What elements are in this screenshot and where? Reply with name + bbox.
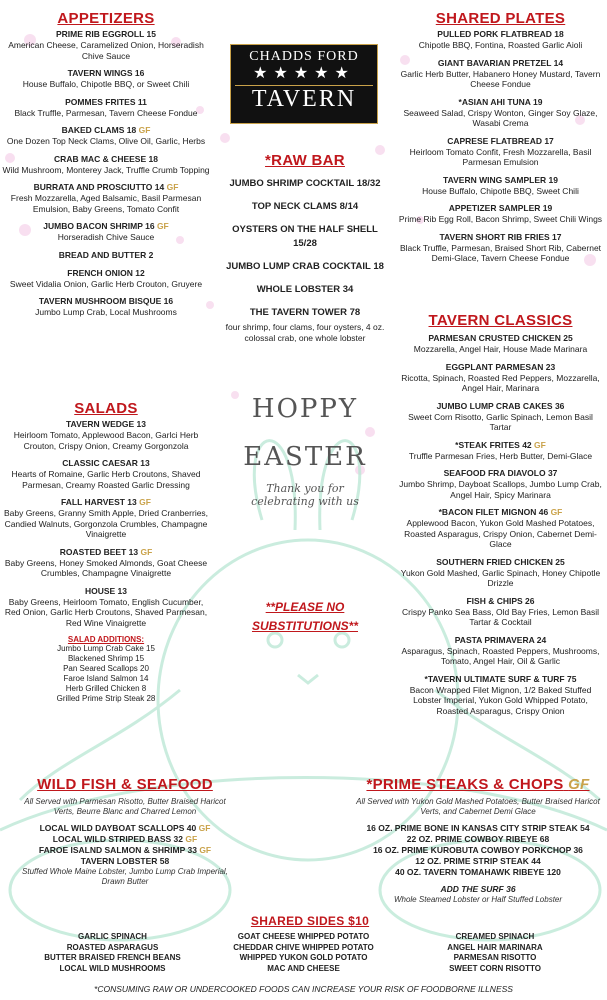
seafood-item	[20, 834, 230, 845]
menu-item-title: TAVERN SHORT RIB FRIES 17	[439, 231, 562, 242]
menu-item-name	[0, 154, 212, 165]
side-dish: WHIPPED YUKON GOLD POTATO	[239, 953, 368, 962]
gf-badge: GF	[198, 823, 211, 833]
easter-line-hoppy: HOPPY	[251, 394, 359, 424]
menu-item	[0, 29, 212, 61]
menu-item	[398, 440, 603, 462]
prime-steaks-title: *PRIME STEAKS & CHOPS	[366, 776, 564, 793]
gf-badge: GF	[140, 546, 153, 557]
prime-steaks-subtitle: All Served with Yukon Gold Mashed Potatoes, Butter Braised Haricot Verts, and Cabernet Demi Glace	[356, 797, 600, 816]
menu-item	[0, 268, 212, 290]
salad-addition: Faroe Island Salmon 14	[63, 674, 149, 683]
shared-plates-heading: SHARED PLATES	[435, 10, 566, 27]
raw-bar-item: WHOLE LOBSTER 34	[256, 284, 354, 295]
logo-top-text: CHADDS FORD	[249, 49, 359, 64]
menu-item-name	[398, 97, 603, 108]
menu-item	[0, 154, 212, 176]
menu-item-description: Wild Mushroom, Monterey Jack, Truffle Crumb Topping	[2, 164, 210, 175]
menu-item-description: Jumbo Lump Crab, Local Mushrooms	[35, 307, 177, 317]
menu-item	[398, 401, 603, 433]
easter-message	[222, 394, 388, 508]
menu-item	[398, 175, 603, 197]
raw-food-disclaimer: *CONSUMING RAW OR UNDERCOOKED FOODS CAN INCREASE YOUR RISK OF FOODBORNE ILLNESS	[94, 984, 513, 994]
menu-item-title: EGGPLANT PARMESAN 23	[445, 361, 556, 372]
sides-center-list	[212, 932, 395, 974]
menu-item	[398, 362, 603, 394]
menu-item-name	[398, 596, 603, 607]
menu-item-name	[398, 401, 603, 412]
menu-item-title: *ASIAN AHI TUNA 19	[458, 96, 543, 107]
menu-item-name	[0, 68, 212, 79]
menu-item-description: Truffle Parmesan Fries, Herb Butter, Demi-Glace	[408, 450, 593, 461]
menu-item	[398, 97, 603, 129]
menu-item-title: *BACON FILET MIGNON 46	[438, 507, 549, 517]
menu-item-description: Heirloom Tomato, Applewood Bacon, Garlci Herb Crouton, Crispy Onion, Creamy Gorgonzola	[13, 430, 199, 451]
menu-item-description: Baby Greens, Honey Smoked Almonds, Goat Cheese Crumbles, Champagne Vinaigrette	[4, 557, 208, 578]
steak-item: 16 OZ. PRIME KUROBUTA COWBOY PORKCHOP 36	[373, 845, 583, 855]
gf-badge: GF	[156, 221, 169, 231]
menu-item	[398, 507, 603, 550]
menu-item-name	[0, 458, 212, 469]
menu-item-title: CAPRESE FLATBREAD 17	[447, 135, 554, 146]
salads-heading: SALADS	[74, 400, 138, 417]
menu-item-description: Sweet Corn Risotto, Garlic Spinach, Lemon Basil Tartar	[408, 411, 593, 432]
gf-badge: GF	[139, 497, 151, 507]
seafood-item	[20, 856, 230, 867]
no-substitutions-notice: **PLEASE NO SUBSTITUTIONS**	[251, 600, 358, 633]
salads-section	[0, 400, 212, 704]
menu-item-name	[398, 674, 603, 685]
shared-plates-section	[398, 10, 603, 271]
steak-item: 12 OZ. PRIME STRIP STEAK 44	[415, 856, 541, 866]
shared-sides-heading-wrap	[230, 914, 390, 928]
menu-item-title: JUMBO BACON SHRIMP 16	[43, 221, 155, 231]
raw-bar-item: OYSTERS ON THE HALF SHELL 15/28	[232, 224, 378, 249]
side-dish: ROASTED ASPARAGUS	[66, 942, 159, 952]
menu-item	[398, 557, 603, 589]
gf-badge: GF	[138, 125, 151, 135]
menu-item	[0, 221, 212, 243]
menu-item-name	[398, 58, 603, 69]
menu-item-name	[398, 468, 603, 479]
sides-left-list	[20, 932, 205, 974]
menu-item-name	[398, 232, 603, 243]
gf-badge: GF	[568, 776, 590, 793]
tavern-tower-description: four shrimp, four clams, four oysters, 4 oz. colossal crab, one whole lobster	[225, 322, 385, 343]
menu-item-name	[0, 29, 212, 40]
tavern-logo	[230, 44, 378, 124]
menu-item-description: Seaweed Salad, Crispy Wonton, Ginger Soy Glaze, Wasabi Crema	[403, 107, 598, 128]
side-dish: CREAMED SPINACH	[455, 932, 535, 941]
menu-item-description: Garlic Herb Butter, Habanero Honey Mustard, Tavern Cheese Fondue	[400, 68, 601, 89]
menu-item	[0, 97, 212, 119]
menu-item-name	[398, 136, 603, 147]
menu-item-description: Hearts of Romaine, Garlic Herb Croutons, Shaved Parmesan, Creamy Roasted Garlic Dressing	[11, 469, 201, 490]
raw-bar-heading: *RAW BAR	[265, 152, 345, 169]
easter-line-easter: EASTER	[243, 442, 367, 472]
raw-bar-item: JUMBO LUMP CRAB COCKTAIL 18	[226, 261, 384, 272]
menu-item-name	[398, 557, 603, 568]
menu-item-name	[398, 175, 603, 186]
menu-item-title: SOUTHERN FRIED CHICKEN 25	[436, 556, 565, 567]
menu-item-title: BREAD AND BUTTER 2	[58, 249, 154, 260]
menu-item-description: Yukon Gold Mashed, Garlic Spinach, Honey Chipotle Drizzle	[400, 567, 601, 588]
raw-bar-item: THE TAVERN TOWER 78	[249, 307, 361, 318]
side-dish: SWEET CORN RISOTTO	[449, 963, 541, 973]
raw-bar-section	[222, 152, 388, 343]
menu-item-name	[0, 221, 212, 232]
menu-item-name	[0, 547, 212, 558]
menu-item-description: Horseradish Chive Sauce	[57, 232, 155, 242]
menu-item-title: TAVERN WEDGE 13	[66, 419, 146, 429]
salad-addition: Blackened Shrimp 15	[67, 654, 145, 663]
gf-badge: GF	[534, 439, 546, 450]
menu-item-name	[398, 440, 603, 451]
gf-badge: GF	[185, 834, 198, 844]
menu-item-description: House Buffalo, Chipotle BBQ, or Sweet Chili	[22, 79, 190, 89]
logo-stars: ★★★★★	[253, 65, 355, 82]
menu-item-title: TAVERN MUSHROOM BISQUE 16	[38, 296, 174, 306]
menu-item-title: GIANT BAVARIAN PRETZEL 14	[437, 57, 564, 68]
lobster-description: Stuffed Whole Maine Lobster, Jumbo Lump Crab Imperial, Drawn Butter	[22, 867, 228, 886]
appetizers-section	[0, 10, 212, 325]
wild-fish-section	[20, 776, 230, 887]
side-dish: BUTTER BRAISED FRENCH BEANS	[44, 953, 181, 962]
menu-item-description: Baby Greens, Granny Smith Apple, Dried Cranberries, Candied Walnuts, Gorgonzola Crumbles, Champagne Vinaigrette	[3, 508, 209, 539]
menu-item-name	[0, 268, 212, 279]
prime-steaks-section	[352, 776, 604, 905]
menu-item	[398, 232, 603, 264]
logo-bottom-text: TAVERN	[235, 85, 373, 113]
menu-item-description: Baby Greens, Heirloom Tomato, English Cucumber, Red Onion, Garlic Herb Croutons, Shaved Parmesan, Red Wine Vinaigrette	[4, 596, 208, 628]
menu-item-name	[398, 333, 603, 344]
menu-item-title: PARMESAN CRUSTED CHICKEN 25	[428, 333, 573, 343]
menu-item	[398, 596, 603, 628]
menu-item-name	[398, 362, 603, 373]
menu-item-description: Sweet Vidalia Onion, Garlic Herb Crouton, Gruyere	[9, 278, 203, 289]
menu-item-name	[0, 296, 212, 307]
menu-item-description: Asparagus, Spinach, Roasted Peppers, Mushrooms, Tomato, Angel Hair, Oil & Garlic	[401, 645, 600, 666]
menu-item-name	[0, 97, 212, 108]
sides-right-list	[400, 932, 590, 974]
menu-item	[398, 468, 603, 500]
menu-item	[0, 296, 212, 318]
menu-item	[398, 333, 603, 355]
menu-item	[0, 497, 212, 540]
add-the-surf-title: ADD THE SURF 36	[440, 884, 516, 894]
seafood-item	[20, 845, 230, 856]
menu-item-name	[398, 635, 603, 646]
gf-badge: GF	[550, 507, 563, 517]
menu-item-title: PRIME RIB EGGROLL 15	[56, 29, 156, 39]
menu-item-name	[0, 586, 212, 597]
menu-item-name	[0, 497, 212, 508]
menu-item-name	[0, 182, 212, 193]
side-dish: LOCAL WILD MUSHROOMS	[59, 963, 166, 973]
salad-addition: Jumbo Lump Crab Cake 15	[57, 644, 155, 653]
seafood-item-name: TAVERN LOBSTER 58	[80, 856, 170, 866]
menu-item-description: Heirloom Tomato Confit, Fresh Mozzarella, Basil Parmesan Emulsion	[409, 146, 592, 167]
menu-item-title: APPETIZER SAMPLER 19	[448, 203, 553, 213]
seafood-item-name: FAROE ISALND SALMON & SHRIMP 33	[38, 845, 197, 855]
salad-addition: Grilled Prime Strip Steak 28	[56, 694, 156, 703]
side-dish: GOAT CHEESE WHIPPED POTATO	[237, 932, 370, 941]
menu-item-title: *TAVERN ULTIMATE SURF & TURF 75	[424, 673, 577, 684]
steak-item: 22 OZ. PRIME COWBOY RIBEYE 68	[406, 834, 550, 844]
menu-item-title: SEAFOOD FRA DIAVOLO 37	[443, 468, 558, 478]
thank-you-text: Thank you for	[266, 482, 344, 495]
menu-item-description: Bacon Wrapped Filet Mignon, 1/2 Baked Stuffed Lobster Imperial, Yukon Gold Whipped Potato, Roasted Asparagus, Crispy Onion	[409, 684, 592, 716]
menu-item-title: PULLED PORK FLATBREAD 18	[437, 29, 564, 39]
menu-item	[0, 547, 212, 579]
salad-addition: Herb Grilled Chicken 8	[65, 684, 147, 693]
menu-item-name	[0, 250, 212, 261]
side-dish: CHEDDAR CHIVE WHIPPED POTATO	[233, 942, 374, 952]
seafood-item-name: LOCAL WILD STRIPED BASS 32	[52, 834, 183, 844]
seafood-item-name: LOCAL WILD DAYBOAT SCALLOPS 40	[39, 823, 197, 833]
raw-bar-item: JUMBO SHRIMP COCKTAIL 18/32	[229, 178, 381, 189]
menu-item	[0, 586, 212, 629]
raw-bar-item: TOP NECK CLAMS 8/14	[251, 201, 359, 212]
tavern-classics-heading: TAVERN CLASSICS	[428, 312, 573, 329]
menu-item-description: American Cheese, Caramelized Onion, Horseradish Chive Sauce	[8, 40, 204, 61]
menu-item-description: Prime Rib Egg Roll, Bacon Shrimp, Sweet Chili Wings	[398, 214, 603, 224]
salad-additions-heading: SALAD ADDITIONS:	[67, 635, 145, 644]
menu-item	[398, 29, 603, 51]
menu-item	[0, 458, 212, 490]
menu-item-description: House Buffalo, Chipotle BBQ, Sweet Chili	[422, 185, 579, 196]
menu-item-title: FRENCH ONION 12	[67, 267, 145, 278]
menu-item	[398, 58, 603, 90]
prime-steaks-heading	[352, 776, 604, 793]
add-the-surf-description: Whole Steamed Lobster or Half Stuffed Lobster	[393, 895, 563, 904]
menu-item-title: BAKED CLAMS 18	[61, 125, 137, 135]
menu-item-name	[398, 29, 603, 40]
menu-item-title: ROASTED BEET 13	[59, 546, 139, 557]
menu-item	[398, 635, 603, 667]
steak-item: 16 OZ. PRIME BONE IN KANSAS CITY STRIP STEAK 54	[366, 823, 590, 833]
wild-fish-subtitle: All Served with Parmesan Risotto, Butter Braised Haricot Verts, Beurre Blanc and Charred Lemon	[24, 797, 226, 816]
menu-item	[0, 182, 212, 214]
menu-item-name	[398, 203, 603, 214]
wild-fish-heading: WILD FISH & SEAFOOD	[37, 776, 213, 793]
menu-item-title: JUMBO LUMP CRAB CAKES 36	[436, 400, 565, 411]
menu-item-description: Ricotta, Spinach, Roasted Red Peppers, Mozzarella, Angel Hair, Marinara	[401, 372, 600, 393]
side-dish: PARMESAN RISOTTO	[453, 953, 537, 962]
salad-addition: Pan Seared Scallops 20	[63, 664, 149, 673]
menu-item-description: One Dozen Top Neck Clams, Olive Oil, Garlic, Herbs	[6, 136, 206, 146]
menu-item-description: Black Truffle, Parmesan, Braised Short Rib, Cabernet Demi-Glace, Tavern Cheese Fondue	[399, 242, 602, 263]
tavern-classics-section	[398, 312, 603, 723]
menu-item	[0, 419, 212, 451]
menu-item	[398, 136, 603, 168]
menu-item-title: HOUSE 13	[84, 585, 128, 596]
menu-item-description: Crispy Panko Sea Bass, Old Bay Fries, Lemon Basil Tartar & Cocktail	[402, 606, 599, 627]
gf-badge: GF	[199, 845, 212, 855]
menu-item-name	[0, 419, 212, 430]
menu-item-title: PASTA PRIMAVERA 24	[454, 634, 547, 645]
menu-item-description: Fresh Mozzarella, Aged Balsamic, Basil Parmesan Emulsion, Baby Greens, Tomato Confit	[10, 193, 202, 214]
side-dish: ANGEL HAIR MARINARA	[447, 942, 543, 952]
menu-item-title: FALL HARVEST 13	[61, 497, 137, 507]
menu-item-name	[398, 507, 603, 518]
shared-sides-heading: SHARED SIDES $10	[250, 914, 370, 928]
menu-item-description: Chipotle BBQ, Fontina, Roasted Garlic Aioli	[418, 40, 583, 50]
menu-item-title: POMMES FRITES 11	[65, 96, 147, 107]
steak-item: 40 OZ. TAVERN TOMAHAWK RIBEYE 120	[395, 867, 561, 877]
menu-item-description: Applewood Bacon, Yukon Gold Mashed Potatoes, Roasted Asparagus, Crispy Onion, Cabernet Demi-Glace	[404, 518, 597, 549]
menu-item	[0, 250, 212, 261]
menu-item-title: CLASSIC CAESAR 13	[62, 458, 150, 468]
menu-item-title: TAVERN WING SAMPLER 19	[443, 174, 558, 185]
menu-item	[398, 203, 603, 225]
seafood-item	[20, 823, 230, 834]
menu-item-description: Jumbo Shrimp, Dayboat Scallops, Jumbo Lump Crab, Angel Hair, Spicy Marinara	[399, 479, 602, 500]
side-dish: GARLIC SPINACH	[78, 932, 147, 941]
menu-item-name	[0, 125, 212, 136]
side-dish: MAC AND CHEESE	[267, 963, 340, 973]
menu-item-title: *STEAK FRITES 42	[455, 439, 532, 450]
gf-badge: GF	[166, 182, 179, 192]
menu-item-description: Mozzarella, Angel Hair, House Made Marinara	[413, 344, 588, 354]
menu-item-title: CRAB MAC & CHEESE 18	[54, 153, 158, 164]
menu-item	[0, 125, 212, 147]
menu-item-title: FISH & CHIPS 26	[466, 595, 535, 606]
menu-item-title: TAVERN WINGS 16	[67, 68, 145, 78]
appetizers-heading: APPETIZERS	[57, 10, 155, 27]
menu-item	[398, 674, 603, 717]
celebrating-text: celebrating with us	[251, 495, 359, 508]
menu-item	[0, 68, 212, 90]
menu-item-description: Black Truffle, Parmesan, Tavern Cheese Fondue	[14, 107, 198, 118]
menu-item-title: BURRATA AND PROSCIUTTO 14	[33, 182, 165, 192]
